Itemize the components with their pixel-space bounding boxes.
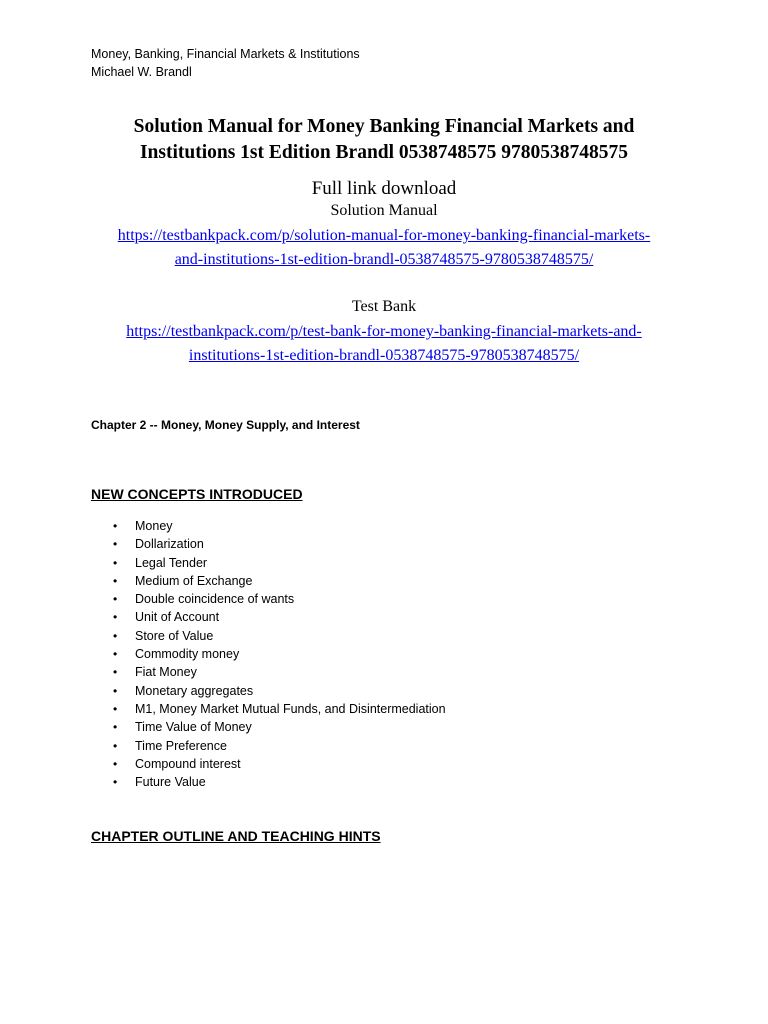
solution-manual-link-line-1[interactable]: https://testbankpack.com/p/solution-manual-for-money-banking-financial-markets-: [117, 227, 651, 244]
bullet-icon: •: [113, 537, 118, 552]
bullet-icon: •: [113, 592, 118, 607]
bullet-icon: •: [113, 738, 118, 753]
test-bank-link-line-2[interactable]: institutions-1st-edition-brandl-0538748575-9780538748575/: [188, 347, 580, 364]
bullet-icon: •: [113, 720, 118, 735]
list-item-text: Money: [135, 519, 173, 533]
list-item-text: Fiat Money: [135, 665, 197, 680]
list-item-text: Commodity money: [135, 647, 240, 662]
bullet-icon: •: [113, 628, 118, 643]
list-item-text: Monetary aggregates: [135, 683, 254, 698]
document-header: [91, 45, 360, 81]
title-line-1: Solution Manual for Money Banking Financial Markets and: [133, 116, 635, 137]
solution-manual-link-line-2[interactable]: and-institutions-1st-edition-brandl-0538748575-9780538748575/: [174, 251, 594, 268]
list-item: [113, 718, 446, 736]
bullet-icon: •: [113, 683, 118, 698]
test-bank-link[interactable]: [30, 320, 738, 368]
list-item: [113, 554, 446, 572]
list-item: [113, 517, 446, 535]
bullet-icon: •: [113, 701, 118, 716]
test-bank-link-line-1[interactable]: https://testbankpack.com/p/test-bank-for-money-banking-financial-markets-and-: [126, 323, 642, 340]
list-item: [113, 627, 446, 645]
list-item-text: Time Preference: [135, 738, 227, 753]
concepts-list: [113, 517, 446, 791]
chapter-outline-heading: CHAPTER OUTLINE AND TEACHING HINTS: [91, 828, 381, 844]
list-item: [113, 645, 446, 663]
header-author: Michael W. Brandl: [91, 65, 192, 79]
list-item: [113, 590, 446, 608]
header-book-title: Money, Banking, Financial Markets & Institutions: [91, 47, 360, 61]
bullet-icon: •: [113, 573, 118, 588]
full-link-download-label: Full link download: [311, 178, 457, 199]
bullet-icon: •: [113, 647, 118, 662]
list-item-text: Dollarization: [135, 537, 204, 552]
bullet-icon: •: [113, 519, 118, 533]
list-item: [113, 773, 446, 791]
list-item-text: Future Value: [135, 775, 206, 790]
bullet-icon: •: [113, 756, 118, 771]
bullet-icon: •: [113, 775, 118, 790]
list-item-text: Time Value of Money: [135, 720, 252, 735]
list-item-text: Unit of Account: [135, 610, 220, 625]
list-item: [113, 663, 446, 681]
list-item: [113, 737, 446, 755]
bullet-icon: •: [113, 665, 118, 680]
list-item-text: Store of Value: [135, 628, 214, 643]
title-line-2: Institutions 1st Edition Brandl 0538748575 9780538748575: [139, 142, 629, 163]
list-item: [113, 682, 446, 700]
solution-manual-link[interactable]: [30, 224, 738, 272]
list-item-text: Medium of Exchange: [135, 573, 253, 588]
test-bank-label: Test Bank: [351, 298, 417, 315]
bullet-icon: •: [113, 555, 118, 570]
list-item: [113, 608, 446, 626]
page-title: [40, 114, 728, 166]
bullet-icon: •: [113, 610, 118, 625]
list-item: [113, 535, 446, 553]
list-item-text: M1, Money Market Mutual Funds, and Disintermediation: [135, 701, 446, 716]
list-item-text: Legal Tender: [135, 555, 208, 570]
list-item: [113, 755, 446, 773]
solution-manual-label: Solution Manual: [330, 202, 438, 219]
chapter-heading: Chapter 2 -- Money, Money Supply, and Interest: [91, 418, 360, 432]
new-concepts-heading: NEW CONCEPTS INTRODUCED: [91, 486, 303, 502]
list-item: [113, 572, 446, 590]
list-item: [113, 700, 446, 718]
list-item-text: Compound interest: [135, 756, 241, 771]
list-item-text: Double coincidence of wants: [135, 592, 295, 607]
